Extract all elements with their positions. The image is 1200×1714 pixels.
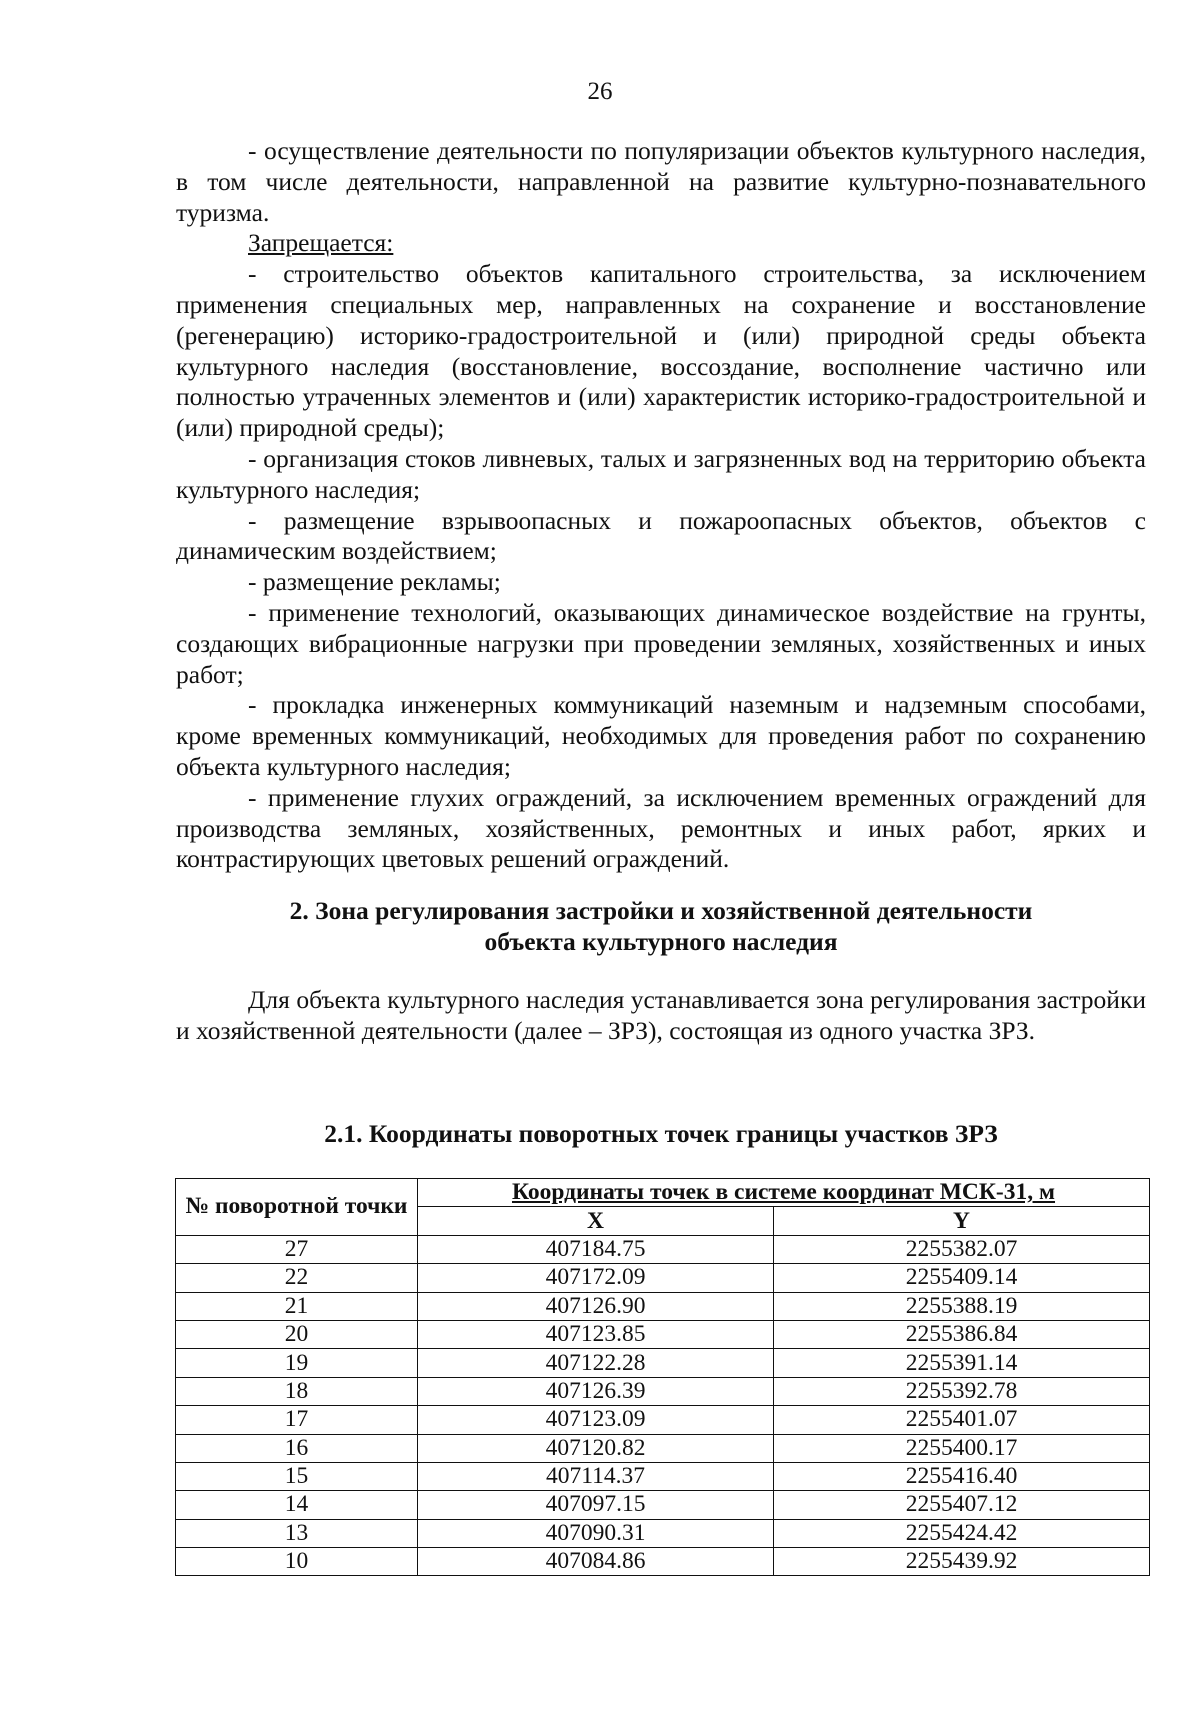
prohibited-item: - организация стоков ливневых, талых и загрязненных вод на территорию объекта культурного наследия; — [176, 443, 1146, 504]
table-row — [176, 1491, 1150, 1519]
cell-x: 407126.39 — [418, 1377, 774, 1405]
cell-point-number: 19 — [176, 1349, 418, 1377]
cell-y: 2255400.17 — [774, 1434, 1150, 1462]
cell-x: 407172.09 — [418, 1264, 774, 1292]
cell-point-number: 27 — [176, 1235, 418, 1263]
paragraph-popularization: - осуществление деятельности по популяризации объектов культурного наследия, в том числе деятельности, направленной на развитие культурно-познавательного туризма. — [176, 136, 1146, 227]
table-row — [176, 1292, 1150, 1320]
prohibited-label: Запрещается: — [248, 228, 394, 258]
table-row — [176, 1377, 1150, 1405]
header-coordinates: Координаты точек в системе координат МСК-31, м — [418, 1179, 1150, 1207]
table-row — [176, 1434, 1150, 1462]
cell-x: 407120.82 — [418, 1434, 774, 1462]
cell-y: 2255439.92 — [774, 1548, 1150, 1576]
cell-y: 2255409.14 — [774, 1264, 1150, 1292]
prohibited-item: - применение технологий, оказывающих динамическое воздействие на грунты, создающих вибрационные нагрузки при проведении земляных, хозяйственных и иных работ; — [176, 597, 1146, 689]
header-point-number: № поворотной точки — [176, 1179, 418, 1236]
cell-y: 2255401.07 — [774, 1406, 1150, 1434]
prohibited-item: - строительство объектов капитального строительства, за исключением применения специальных мер, направленных на сохранение и восстановление (регенерацию) историко-градостроительной и (или) природной среды объекта культурного наследия (восстановление, воссоздание, восполнение частично или полностью утраченных элементов и (или) характеристик историко-градостроительной и (или) природной среды); — [176, 259, 1146, 443]
cell-point-number: 20 — [176, 1320, 418, 1348]
cell-x: 407097.15 — [418, 1491, 774, 1519]
header-x: X — [418, 1207, 774, 1235]
table-row — [176, 1548, 1150, 1576]
prohibited-item: - размещение взрывоопасных и пожароопасных объектов, объектов с динамическим воздействием; — [176, 505, 1146, 566]
cell-y: 2255416.40 — [774, 1462, 1150, 1490]
cell-point-number: 22 — [176, 1264, 418, 1292]
cell-point-number: 15 — [176, 1462, 418, 1490]
cell-y: 2255382.07 — [774, 1235, 1150, 1263]
table-row — [176, 1264, 1150, 1292]
prohibited-item: - прокладка инженерных коммуникаций наземным и надземным способами, кроме временных коммуникаций, необходимых для проведения работ по сохранению объекта культурного наследия; — [176, 690, 1146, 781]
table-title: 2.1. Координаты поворотных точек границы участков ЗРЗ — [324, 1119, 998, 1148]
section-heading-line1: 2. Зона регулирования застройки и хозяйственной деятельности — [289, 896, 1033, 925]
prohibited-item: - применение глухих ограждений, за исключением временных ограждений для производства земляных, хозяйственных, ремонтных и иных работ, ярких и контрастирующих цветовых решений ограждений. — [176, 782, 1146, 874]
cell-y: 2255388.19 — [774, 1292, 1150, 1320]
table-row — [176, 1406, 1150, 1434]
body-text-top — [176, 136, 1146, 875]
cell-point-number: 10 — [176, 1548, 418, 1576]
cell-y: 2255391.14 — [774, 1349, 1150, 1377]
cell-x: 407184.75 — [418, 1235, 774, 1263]
cell-point-number: 16 — [176, 1434, 418, 1462]
table-row — [176, 1519, 1150, 1547]
coordinates-table — [175, 1178, 1150, 1576]
cell-x: 407090.31 — [418, 1519, 774, 1547]
header-y: Y — [774, 1207, 1150, 1235]
section-body — [176, 985, 1146, 1047]
cell-x: 407123.09 — [418, 1406, 774, 1434]
table-body — [176, 1235, 1150, 1576]
table-row — [176, 1462, 1150, 1490]
section-heading — [176, 896, 1146, 958]
cell-x: 407122.28 — [418, 1349, 774, 1377]
cell-x: 407084.86 — [418, 1548, 774, 1576]
cell-y: 2255424.42 — [774, 1519, 1150, 1547]
table-row — [176, 1320, 1150, 1348]
cell-point-number: 17 — [176, 1406, 418, 1434]
cell-point-number: 21 — [176, 1292, 418, 1320]
table-row — [176, 1235, 1150, 1263]
cell-x: 407123.85 — [418, 1320, 774, 1348]
page-number: 26 — [587, 78, 613, 105]
cell-y: 2255392.78 — [774, 1377, 1150, 1405]
table-row — [176, 1349, 1150, 1377]
cell-point-number: 18 — [176, 1377, 418, 1405]
prohibited-item: - размещение рекламы; — [248, 567, 501, 597]
cell-x: 407126.90 — [418, 1292, 774, 1320]
cell-point-number: 14 — [176, 1491, 418, 1519]
cell-y: 2255407.12 — [774, 1491, 1150, 1519]
section-heading-line2: объекта культурного наследия — [484, 926, 838, 956]
cell-point-number: 13 — [176, 1519, 418, 1547]
cell-y: 2255386.84 — [774, 1320, 1150, 1348]
cell-x: 407114.37 — [418, 1462, 774, 1490]
section-paragraph: Для объекта культурного наследия устанавливается зона регулирования застройки и хозяйственной деятельности (далее – ЗРЗ), состоящая из одного участка ЗРЗ. — [176, 985, 1146, 1045]
